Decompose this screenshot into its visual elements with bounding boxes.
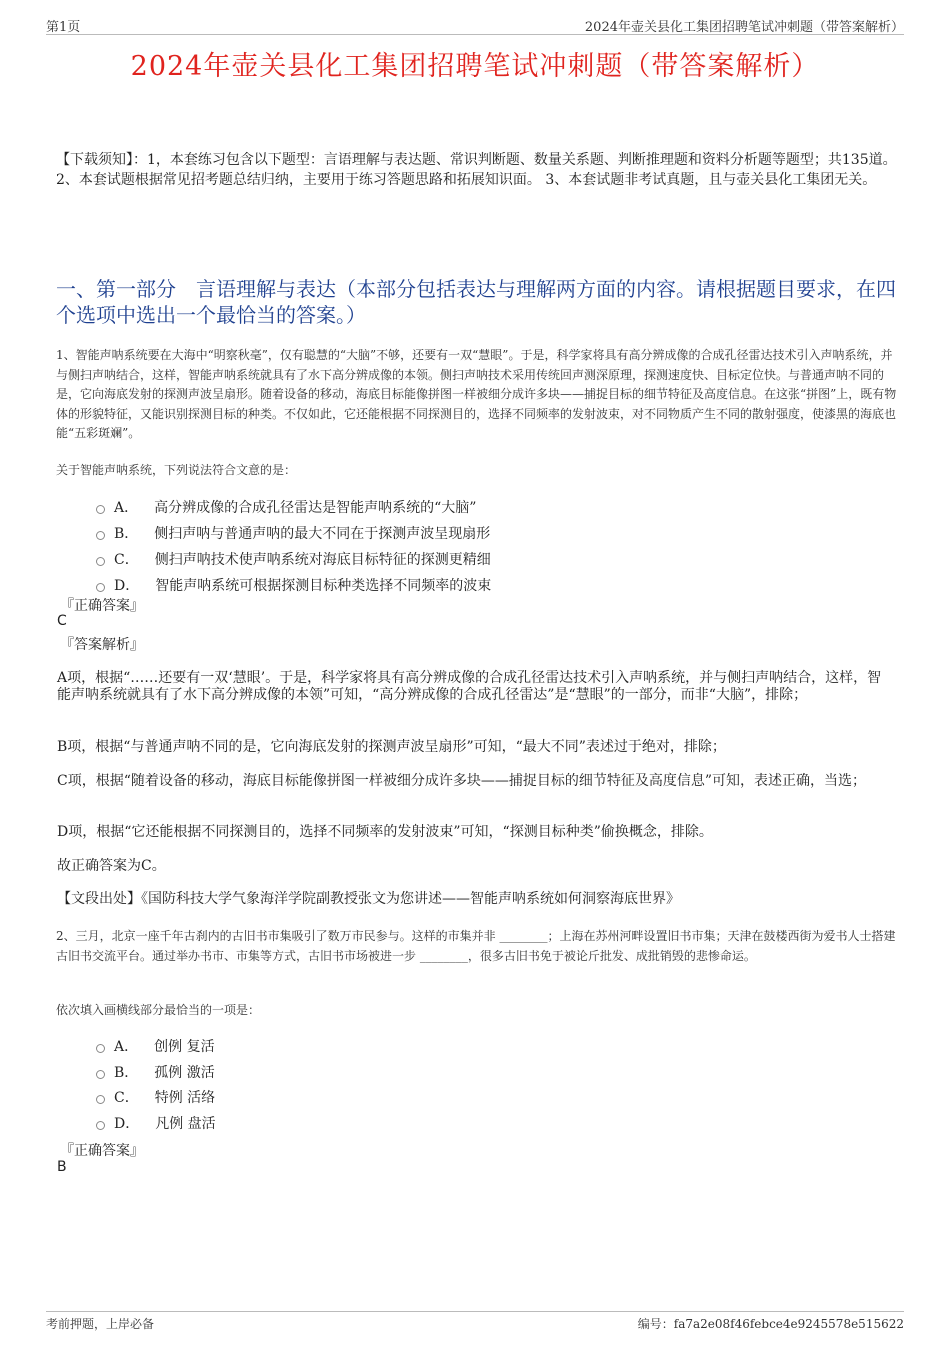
q2-question: 依次填入画横线部分最恰当的一项是： — [56, 1003, 261, 1017]
radio-icon[interactable] — [96, 1121, 105, 1130]
q1-answer-label: 『正确答案』 — [60, 598, 144, 614]
q2-answer-label: 『正确答案』 — [60, 1143, 144, 1159]
document-title: 2024年壶关县化工集团招聘笔试冲刺题（带答案解析） — [130, 51, 820, 82]
q2-option-b[interactable]: B． 孤例 激活 — [96, 1062, 215, 1082]
q1-option-c[interactable]: C． 侧扫声呐技术使声呐系统对海底目标特征的探测更精细 — [96, 549, 491, 569]
q2-passage: 2、三月，北京一座千年古刹内的古旧书市集吸引了数万市民参与。这样的市集并非 ________；上海在苏州河畔设置旧书市集；天津在鼓楼西街为爱书人士搭建古旧书交流平台。通过举办书市、市集等方式，古旧书市场被进一步 ________，很多古旧书免于被论斤批发、成批销毁的悲惨命运。 — [56, 929, 896, 963]
radio-icon[interactable] — [96, 583, 105, 592]
q1-question: 关于智能声呐系统，下列说法符合文意的是： — [56, 463, 297, 477]
q1-option-d[interactable]: D． 智能声呐系统可根据探测目标种类选择不同频率的波束 — [96, 575, 491, 595]
page-header — [46, 14, 904, 35]
section-heading: 一、第一部分 言语理解与表达（本部分包括表达与理解两方面的内容。请根据题目要求，在四个选项中选出一个最恰当的答案。） — [56, 277, 896, 327]
radio-icon[interactable] — [96, 531, 105, 540]
radio-icon[interactable] — [96, 1095, 105, 1104]
q2-option-c[interactable]: C． 特例 活络 — [96, 1087, 215, 1107]
footer-doc-id: 编号：fa7a2e08f46febce4e9245578e515622 — [637, 1317, 904, 1331]
q1-source: 【文段出处】《国防科技大学气象海洋学院副教授张文为您讲述——智能声呐系统如何洞察海底世界》 — [57, 891, 680, 907]
download-notice: 【下载须知】：1，本套练习包含以下题型：言语理解与表达题、常识判断题、数量关系题、判断推理题和资料分析题等题型；共135道。 2、本套试题根据常见招考题总结归纳，主要用于练习答题思路和拓展知识面。 3、本套试题非考试真题，且与壶关县化工集团无关。 — [56, 152, 897, 188]
q2-option-a[interactable]: A． 创例 复活 — [96, 1036, 215, 1056]
radio-icon[interactable] — [96, 1044, 105, 1053]
q1-answer: C — [57, 613, 67, 629]
q1-analysis-d: D项，根据“它还能根据不同探测目的，选择不同频率的发射波束”可知，“探测目标种类”偷换概念，排除。 — [57, 824, 713, 840]
q2-answer: B — [57, 1159, 67, 1175]
q1-option-a[interactable]: A． 高分辨成像的合成孔径雷达是智能声呐系统的“大脑” — [96, 497, 476, 517]
q1-analysis-b: B项，根据“与普通声呐不同的是，它向海底发射的探测声波呈扇形”可知，“最大不同”表述过于绝对，排除； — [57, 739, 726, 755]
page-footer — [46, 1311, 904, 1332]
q1-analysis-a: A项，根据“……还要有一双‘慧眼’。于是，科学家将具有高分辨成像的合成孔径雷达技术引入声呐系统，并与侧扫声呐结合，这样，智能声呐系统就具有了水下高分辨成像的本领”可知，“高分辨成像的合成孔径雷达”是“慧眼”的一部分，而非“大脑”，排除； — [57, 670, 882, 703]
q1-conclusion: 故正确答案为C。 — [57, 858, 166, 874]
page-number: 第1页 — [46, 20, 81, 35]
q1-option-b[interactable]: B． 侧扫声呐与普通声呐的最大不同在于探测声波呈现扇形 — [96, 523, 490, 543]
header-doc-title: 2024年壶关县化工集团招聘笔试冲刺题（带答案解析） — [584, 20, 904, 35]
radio-icon[interactable] — [96, 557, 105, 566]
q2-option-d[interactable]: D． 凡例 盘活 — [96, 1113, 216, 1133]
q1-analysis-c: C项，根据“随着设备的移动，海底目标能像拼图一样被细分成许多块——捕捉目标的细节特征及高度信息”可知，表述正确，当选； — [57, 773, 867, 789]
footer-slogan: 考前押题，上岸必备 — [46, 1317, 155, 1331]
q1-passage: 1、智能声呐系统要在大海中“明察秋毫”，仅有聪慧的“大脑”不够，还要有一双“慧眼”。于是，科学家将具有高分辨成像的合成孔径雷达技术引入声呐系统，并与侧扫声呐结合，这样，智能声呐系统就具有了水下高分辨成像的本领。侧扫声呐技术采用传统回声测深原理，探测速度快、目标定位快。与普通声呐不同的是，它向海底发射的探测声波呈扇形。随着设备的移动，海底目标能像拼图一样被细分成许多块——捕捉目标的细节特征及高度信息。在这张“拼图”上，既有物体的形貌特征，又能识别探测目标的种类。不仅如此，它还能根据不同探测目的，选择不同频率的发射波束，对不同物质产生不同的散射强度，使漆黑的海底也能“五彩斑斓”。 — [56, 348, 897, 440]
radio-icon[interactable] — [96, 505, 105, 514]
radio-icon[interactable] — [96, 1070, 105, 1079]
q1-analysis-label: 『答案解析』 — [60, 637, 144, 653]
